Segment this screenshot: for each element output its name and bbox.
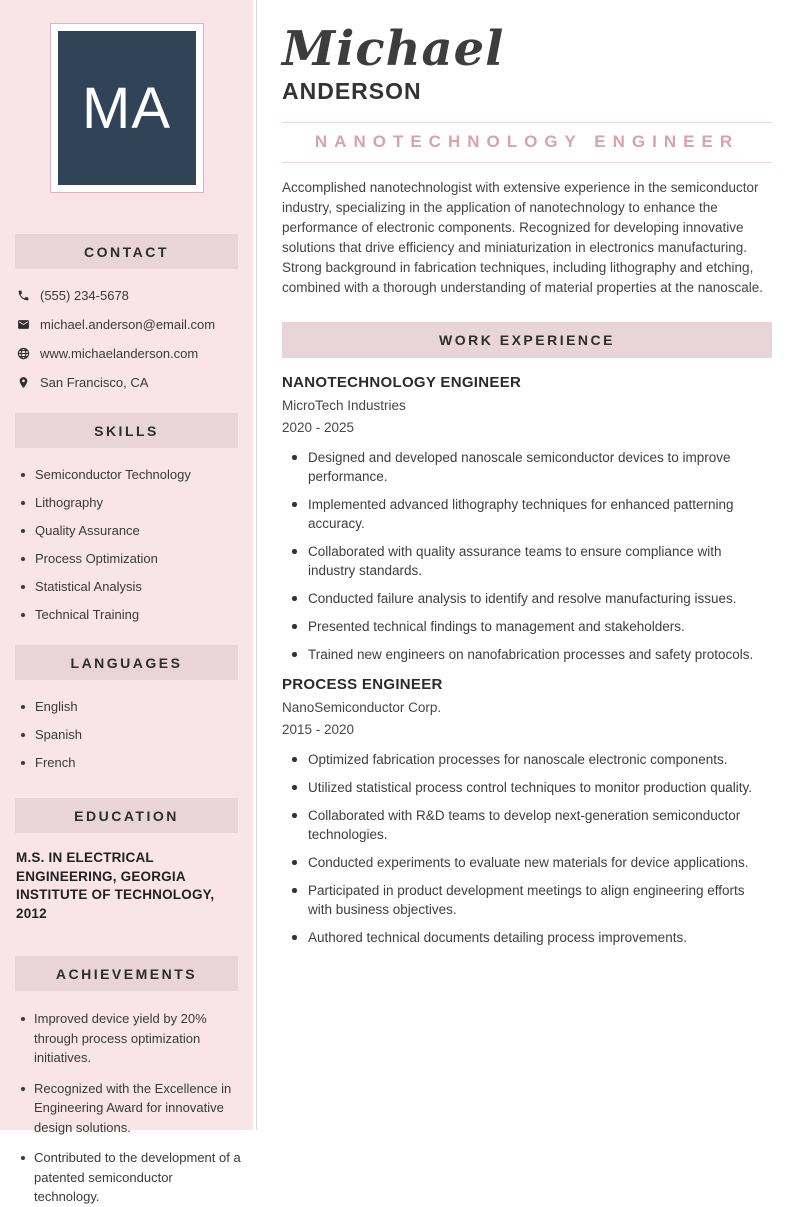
job-bullet: Authored technical documents detailing process improvements. xyxy=(291,928,772,947)
job-bullet: Collaborated with quality assurance teams to ensure compliance with industry standards. xyxy=(291,542,772,580)
achievements-section-header: ACHIEVEMENTS xyxy=(15,956,238,991)
phone-number: (555) 234-5678 xyxy=(40,288,129,303)
job-entry-2 xyxy=(282,676,772,947)
professional-summary: Accomplished nanotechnologist with extensive experience in the semiconductor industry, specializing in the application of nanotechnology to enhance the performance of electronic components. Recognized for developing innovative solutions that drive efficiency and miniaturization in electronics manufacturing. Strong background in fabrication techniques, including lithography and etching, combined with a thorough understanding of material properties at the nanoscale. xyxy=(282,180,764,295)
job-title: PROCESS ENGINEER xyxy=(282,676,443,693)
contact-section-header: CONTACT xyxy=(15,234,238,269)
job-bullet-list xyxy=(291,750,772,947)
achievement-item: Recognized with the Excellence in Engineering Award for innovative design solutions. xyxy=(20,1079,241,1138)
job-entry-1 xyxy=(282,374,772,664)
contact-location-row xyxy=(16,375,238,390)
job-bullet: Participated in product development meetings to align engineering efforts with business objectives. xyxy=(291,881,772,919)
achievement-item: Contributed to the development of a patented semiconductor technology. xyxy=(20,1148,241,1207)
job-bullet: Implemented advanced lithography techniques for enhanced patterning accuracy. xyxy=(291,495,772,533)
monogram-box xyxy=(58,31,196,185)
job-dates: 2015 - 2020 xyxy=(282,722,355,737)
location-pin-icon xyxy=(16,376,30,390)
skill-item: Semiconductor Technology xyxy=(20,466,238,484)
achievement-item: Improved device yield by 20% through process optimization initiatives. xyxy=(20,1009,241,1068)
contact-email-row xyxy=(16,317,238,332)
languages-list xyxy=(20,698,238,772)
job-company: NanoSemiconductor Corp. xyxy=(282,700,442,715)
job-bullet: Conducted experiments to evaluate new materials for device applications. xyxy=(291,853,772,872)
language-item: French xyxy=(20,754,238,772)
languages-section-header: LANGUAGES xyxy=(15,645,238,680)
first-name: Michael xyxy=(282,21,505,77)
globe-icon xyxy=(16,347,30,361)
phone-icon xyxy=(16,289,30,303)
skills-list xyxy=(20,466,238,624)
skill-item: Technical Training xyxy=(20,606,238,624)
job-bullet: Trained new engineers on nanofabrication processes and safety protocols. xyxy=(291,645,772,664)
job-title: NANOTECHNOLOGY ENGINEER xyxy=(282,374,522,391)
job-bullet: Utilized statistical process control techniques to monitor production quality. xyxy=(291,778,772,797)
location-text: San Francisco, CA xyxy=(40,375,149,390)
language-item: English xyxy=(20,698,238,716)
email-address: michael.anderson@email.com xyxy=(40,317,216,332)
contact-phone-row xyxy=(16,288,238,303)
language-item: Spanish xyxy=(20,726,238,744)
skill-item: Process Optimization xyxy=(20,550,238,568)
achievements-list xyxy=(20,1009,241,1207)
skill-item: Lithography xyxy=(20,494,238,512)
skill-item: Statistical Analysis xyxy=(20,578,238,596)
email-icon xyxy=(16,318,30,332)
sidebar xyxy=(0,0,253,1204)
last-name: ANDERSON xyxy=(282,78,422,104)
job-company: MicroTech Industries xyxy=(282,398,406,413)
job-bullet: Collaborated with R&D teams to develop next-generation semiconductor technologies. xyxy=(291,806,772,844)
title-rule-bottom xyxy=(282,162,772,163)
website-url: www.michaelanderson.com xyxy=(40,346,199,361)
job-dates: 2020 - 2025 xyxy=(282,420,355,435)
contact-list xyxy=(16,288,238,390)
job-bullet: Presented technical findings to management and stakeholders. xyxy=(291,617,772,636)
job-bullet: Designed and developed nanoscale semiconductor devices to improve performance. xyxy=(291,448,772,486)
job-bullet-list xyxy=(291,448,772,664)
job-bullet: Conducted failure analysis to identify and resolve manufacturing issues. xyxy=(291,589,772,608)
skills-section-header: SKILLS xyxy=(15,413,238,448)
work-experience-header: WORK EXPERIENCE xyxy=(282,322,772,358)
job-bullet: Optimized fabrication processes for nanoscale electronic components. xyxy=(291,750,772,769)
education-section-header: EDUCATION xyxy=(15,798,238,833)
column-divider xyxy=(256,0,257,1130)
education-degree: M.S. IN ELECTRICAL ENGINEERING, GEORGIA INSTITUTE OF TECHNOLOGY, 2012 xyxy=(16,850,215,921)
main-column xyxy=(253,0,800,1130)
skill-item: Quality Assurance xyxy=(20,522,238,540)
role-title: NANOTECHNOLOGY ENGINEER xyxy=(314,132,740,151)
contact-website-row xyxy=(16,346,238,361)
monogram-frame xyxy=(50,23,204,193)
monogram-initials: MA xyxy=(82,75,171,141)
